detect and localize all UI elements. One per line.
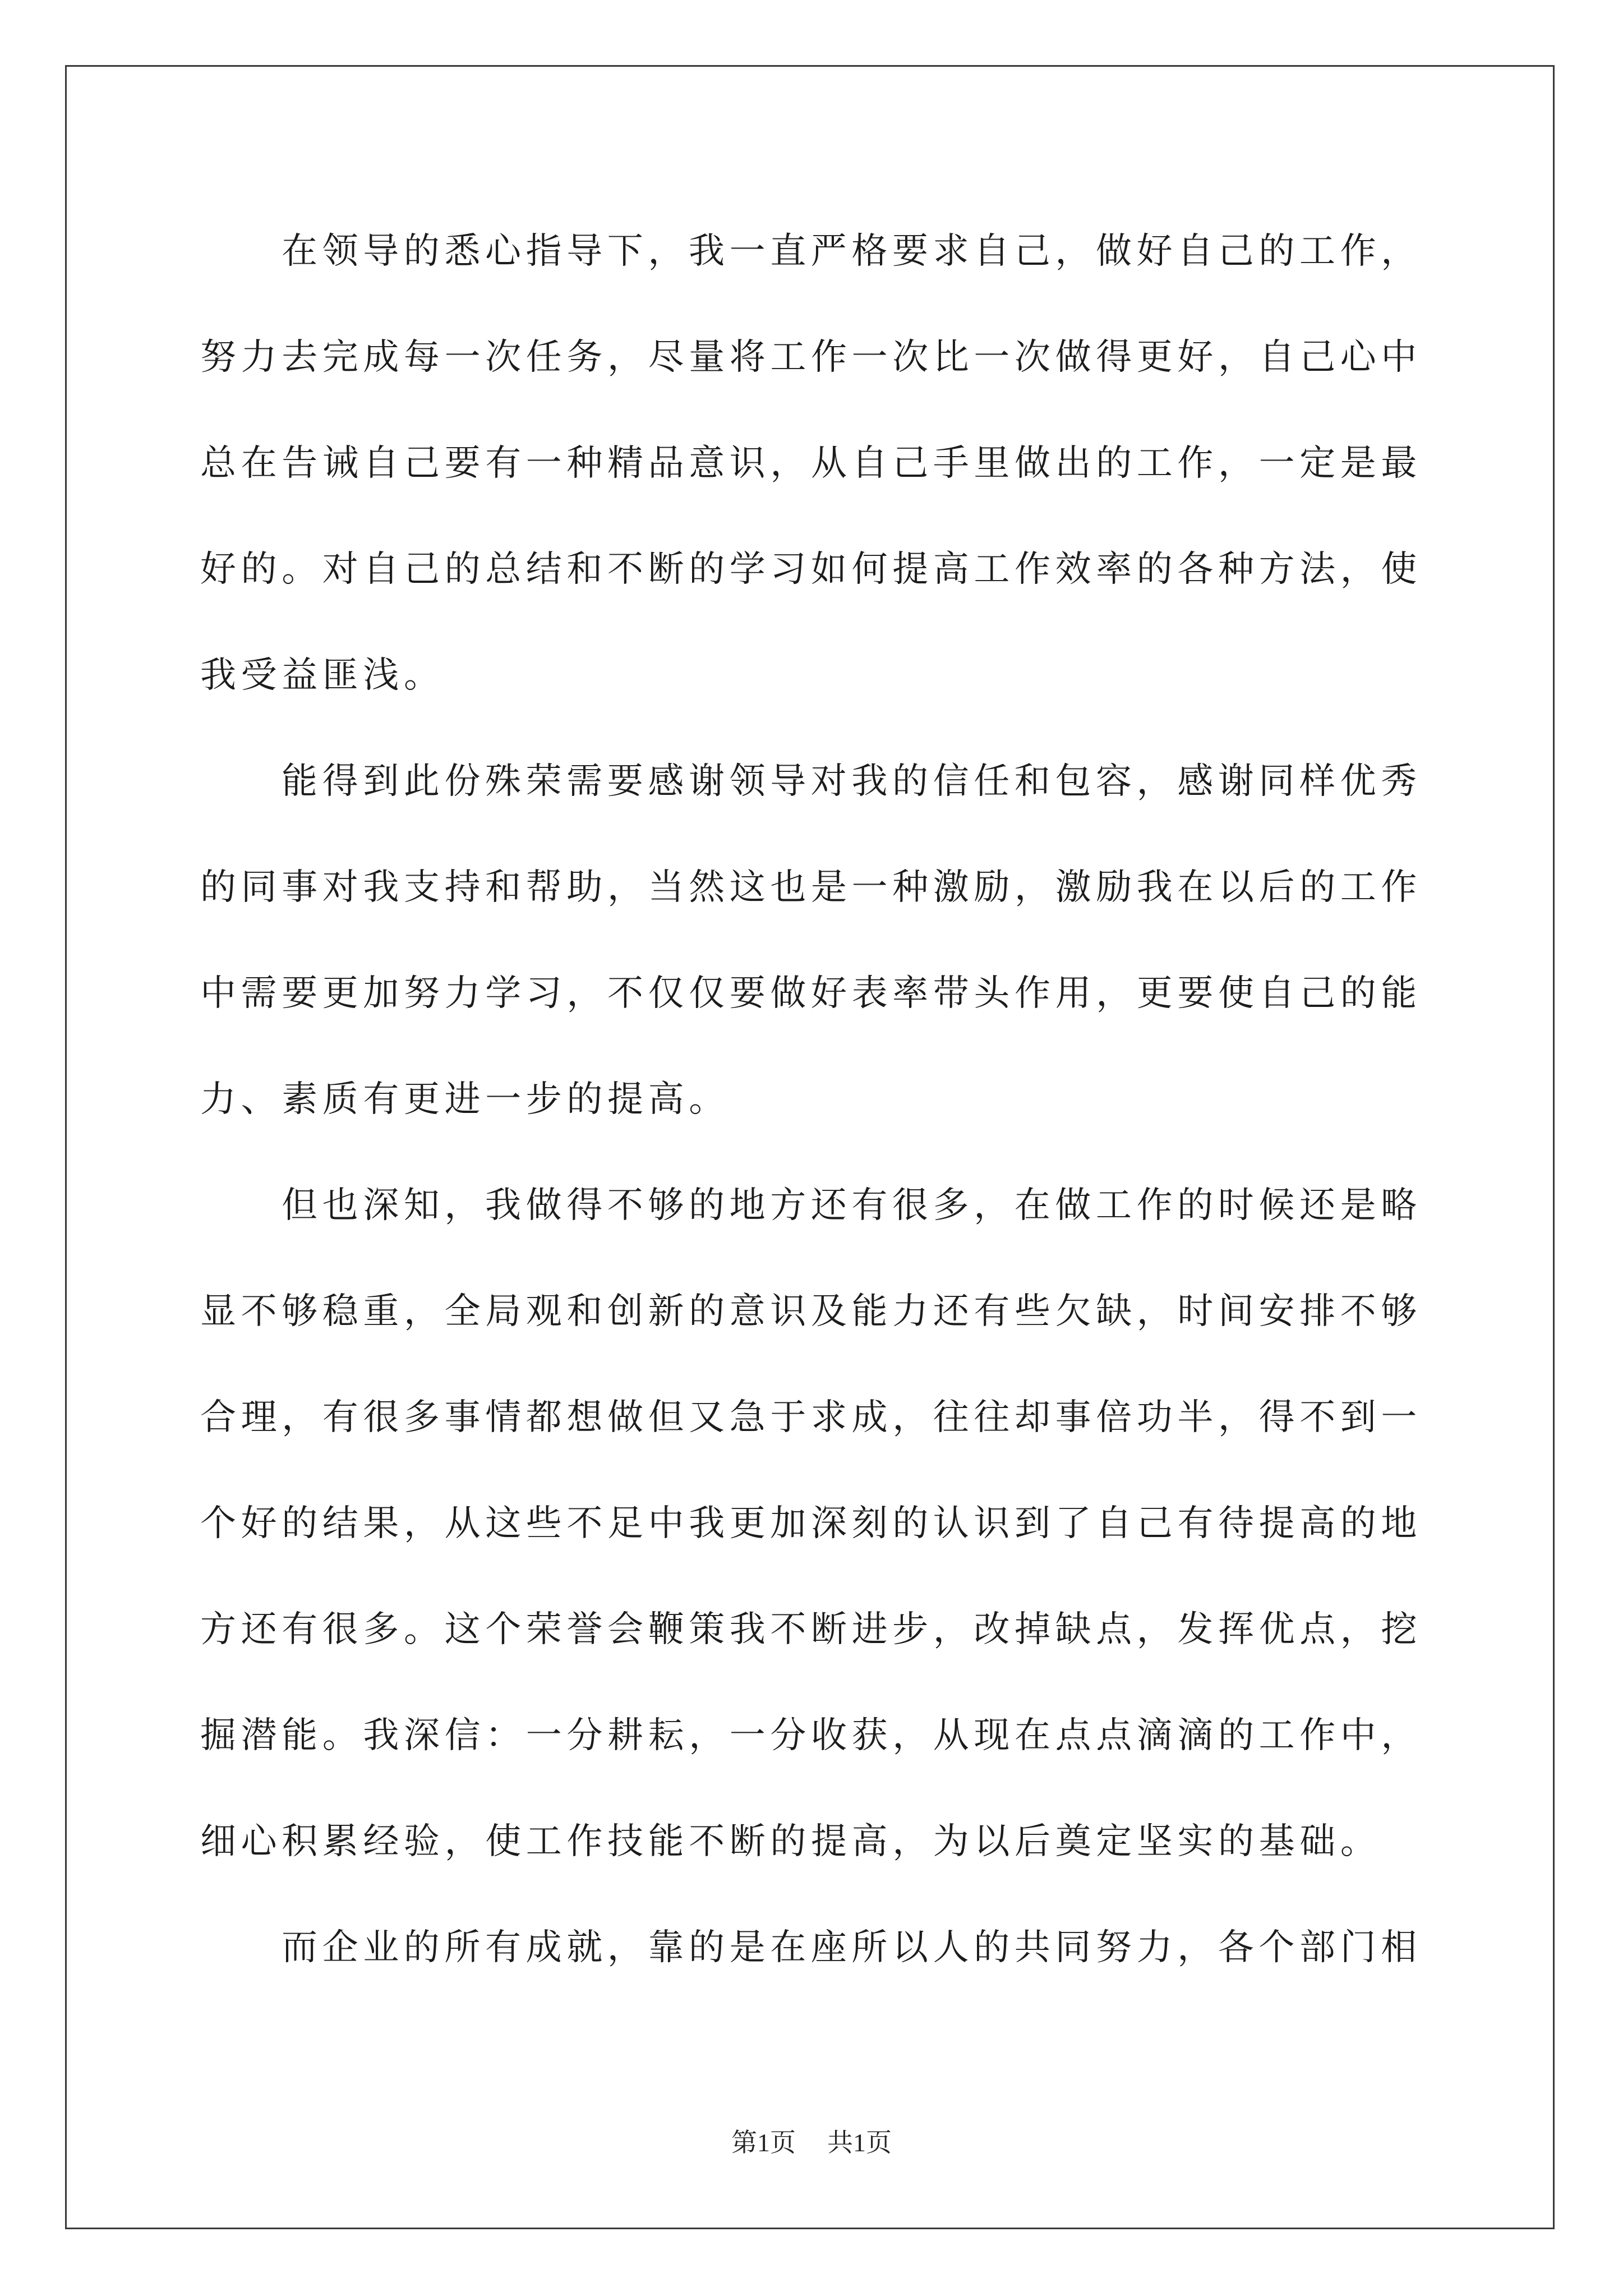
paragraph-line: 的同事对我支持和帮助，当然这也是一种激励，激励我在以后的工作 xyxy=(200,867,1422,908)
paragraph-line: 合理，有很多事情都想做但又急于求成，往往却事倍功半，得不到一 xyxy=(200,1397,1422,1438)
paragraph-line: 个好的结果，从这些不足中我更加深刻的认识到了自己有待提高的地 xyxy=(200,1503,1422,1544)
paragraph-4 xyxy=(200,1895,1434,2001)
paragraph-line: 在领导的悉心指导下，我一直严格要求自己，做好自己的工作， xyxy=(282,231,1422,272)
paragraph-line: 能得到此份殊荣需要感谢领导对我的信任和包容，感谢同样优秀 xyxy=(282,761,1422,802)
paragraph-2 xyxy=(200,729,1434,1153)
paragraph-line: 掘潜能。我深信：一分耕耘，一分收获，从现在点点滴滴的工作中， xyxy=(200,1715,1422,1756)
paragraph-line: 中需要更加努力学习，不仅仅要做好表率带头作用，更要使自己的能 xyxy=(200,973,1422,1014)
total-page-count: 共1页 xyxy=(827,2128,892,2157)
document-body xyxy=(200,199,1434,2001)
paragraph-line: 努力去完成每一次任务，尽量将工作一次比一次做得更好，自己心中 xyxy=(200,337,1422,378)
paragraph-line: 力、素质有更进一步的提高。 xyxy=(200,1079,730,1120)
paragraph-line: 但也深知，我做得不够的地方还有很多，在做工作的时候还是略 xyxy=(282,1185,1422,1226)
paragraph-line: 我受益匪浅。 xyxy=(200,655,445,696)
paragraph-line: 总在告诫自己要有一种精品意识，从自己手里做出的工作，一定是最 xyxy=(200,443,1422,484)
paragraph-line: 方还有很多。这个荣誉会鞭策我不断进步，改掉缺点，发挥优点，挖 xyxy=(200,1609,1422,1650)
paragraph-1 xyxy=(200,199,1434,729)
paragraph-line: 显不够稳重，全局观和创新的意识及能力还有些欠缺，时间安排不够 xyxy=(200,1291,1422,1332)
current-page-number: 第1页 xyxy=(731,2128,796,2157)
page-footer xyxy=(0,2126,1623,2160)
paragraph-line: 细心积累经验，使工作技能不断的提高，为以后奠定坚实的基础。 xyxy=(200,1821,1381,1862)
paragraph-line: 而企业的所有成就，靠的是在座所以人的共同努力，各个部门相 xyxy=(282,1927,1422,1968)
paragraph-3 xyxy=(200,1153,1434,1895)
paragraph-line: 好的。对自己的总结和不断的学习如何提高工作效率的各种方法，使 xyxy=(200,549,1422,590)
